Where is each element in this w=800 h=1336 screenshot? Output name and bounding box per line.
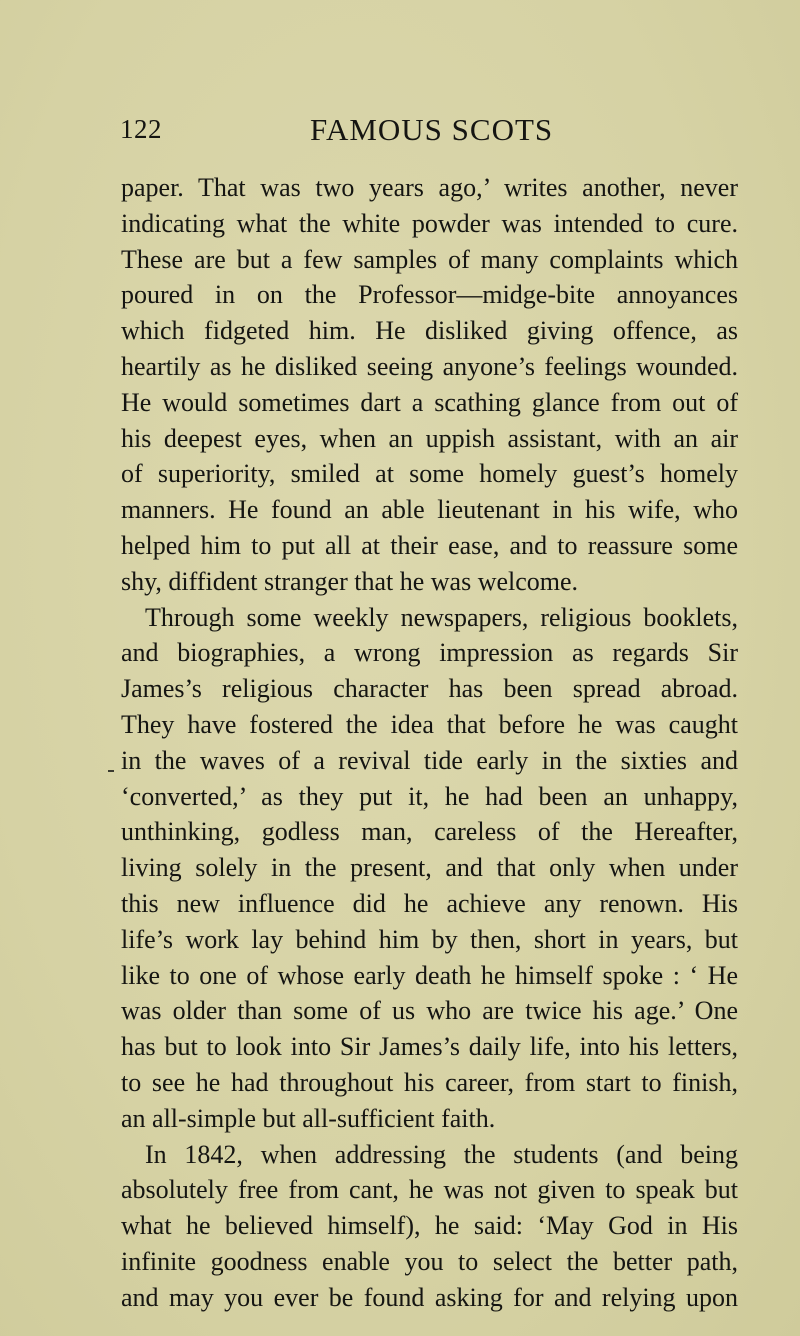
text-line: ‘converted,’ as they put it, he had been an unhappy, xyxy=(121,781,738,811)
text-line: and may you ever be found asking for and relying upon xyxy=(121,1282,738,1312)
text-line: life’s work lay behind him by then, short in years, but xyxy=(121,924,738,954)
body-text xyxy=(121,170,738,1316)
text-line: James’s religious character has been spread abroad. xyxy=(121,674,738,704)
text-line: paper. That was two years ago,’ writes another, never xyxy=(121,173,738,202)
paragraph-first-line: In 1842, when addressing the students (and being xyxy=(145,1139,738,1169)
text-line: These are but a few samples of many complaints which xyxy=(121,244,738,274)
running-head xyxy=(120,114,740,154)
text-line: infinite goodness enable you to select the better path, xyxy=(121,1246,738,1276)
text-line: unthinking, godless man, careless of the Hereafter, xyxy=(121,817,738,847)
margin-mark xyxy=(108,770,114,772)
text-line: which fidgeted him. He disliked giving offence, as xyxy=(121,316,738,346)
text-line: helped him to put all at their ease, and to reassure some xyxy=(121,530,738,560)
text-line: and biographies, a wrong impression as regards Sir xyxy=(121,638,738,668)
text-line: shy, diffident stranger that he was welcome. xyxy=(121,566,579,596)
text-line: what he believed himself), he said: ‘May God in His xyxy=(121,1211,738,1241)
text-line: absolutely free from cant, he was not given to speak but xyxy=(121,1175,738,1205)
text-line: to see he had throughout his career, from start to finish, xyxy=(121,1067,738,1097)
text-line: this new influence did he achieve any renown. His xyxy=(121,888,738,918)
text-line: indicating what the white powder was intended to cure. xyxy=(121,208,738,238)
text-line: They have fostered the idea that before he was caught xyxy=(121,709,738,739)
text-line: heartily as he disliked seeing anyone’s feelings wounded. xyxy=(121,351,738,381)
paragraph-first-line: Through some weekly newspapers, religious booklets, xyxy=(145,602,738,632)
text-line: his deepest eyes, when an uppish assistant, with an air xyxy=(121,423,738,453)
text-line: like to one of whose early death he himself spoke : ‘ He xyxy=(121,960,738,990)
text-line: in the waves of a revival tide early in the sixties and xyxy=(121,745,738,775)
text-line: of superiority, smiled at some homely guest’s homely xyxy=(121,459,738,489)
text-line: living solely in the present, and that only when under xyxy=(121,853,738,883)
text-line: poured in on the Professor—midge-bite annoyances xyxy=(121,280,738,310)
running-title: FAMOUS SCOTS xyxy=(310,112,554,147)
text-line: He would sometimes dart a scathing glance from out of xyxy=(121,387,738,417)
page-number: 122 xyxy=(120,114,162,144)
text-line: manners. He found an able lieutenant in his wife, who xyxy=(121,495,738,525)
text-line: was older than some of us who are twice his age.’ One xyxy=(121,996,738,1026)
text-line: has but to look into Sir James’s daily life, into his letters, xyxy=(121,1032,738,1062)
text-line: an all-simple but all-sufficient faith. xyxy=(121,1103,496,1133)
